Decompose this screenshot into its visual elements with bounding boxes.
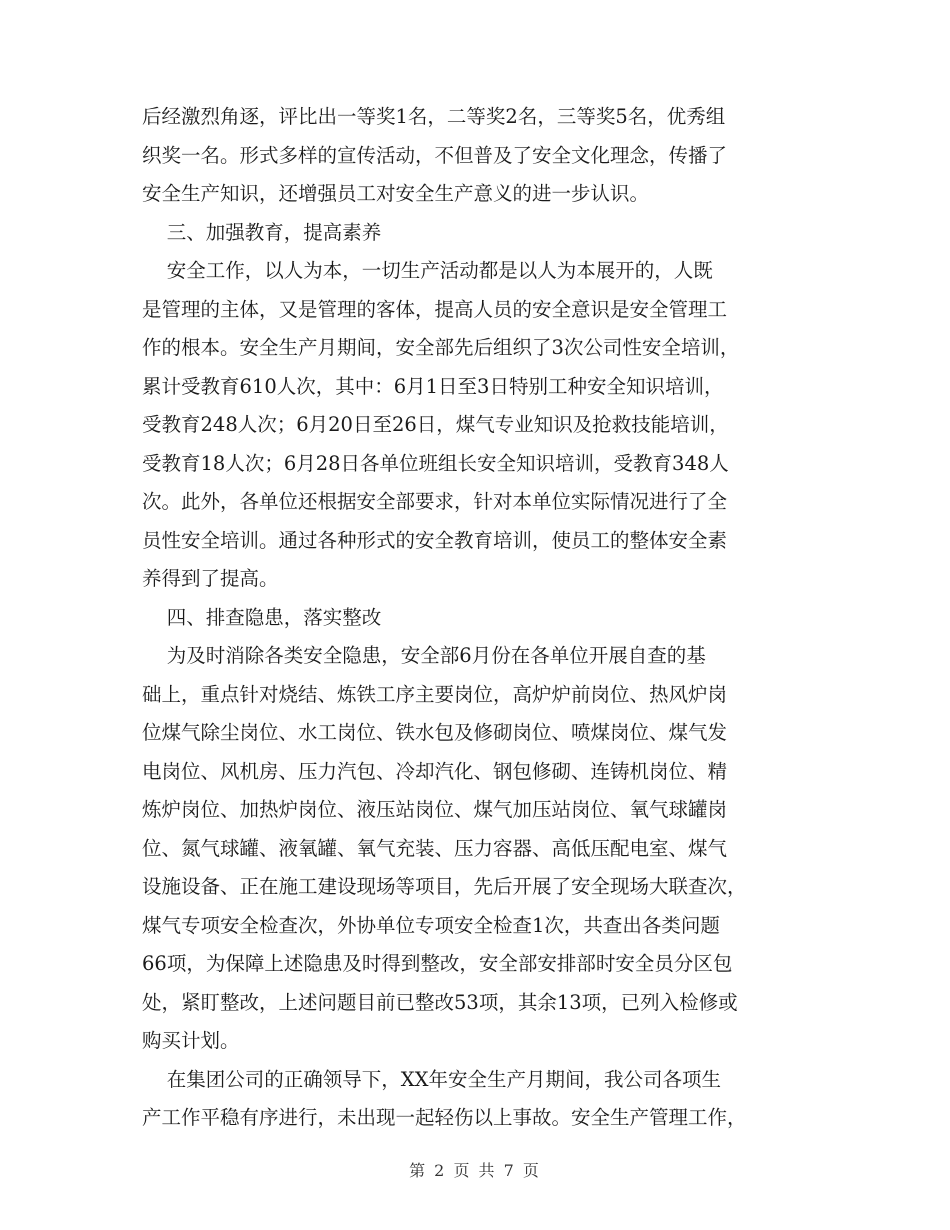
text-line: 受教育18人次；6月28日各单位班组长安全知识培训，受教育348人: [142, 451, 729, 475]
text-line: 电岗位、风机房、压力汽包、冷却汽化、钢包修砌、连铸机岗位、精: [142, 759, 728, 783]
text-line: 础上，重点针对烧结、炼铁工序主要岗位，高炉炉前岗位、热风炉岗: [142, 682, 728, 706]
body-text: [142, 98, 812, 1138]
section-heading: 四、排查隐患，落实整改: [142, 605, 382, 629]
text-line: 为及时消除各类安全隐患，安全部6月份在各单位开展自查的基: [142, 644, 706, 667]
text-line: 养得到了提高。: [142, 567, 279, 590]
text-line: 产工作平稳有序进行，未出现一起轻伤以上事故。安全生产管理工作，: [142, 1106, 747, 1129]
text-line: 作的根本。安全生产月期间，安全部先后组织了3次公司性安全培训，: [142, 336, 740, 359]
text-line: 员性安全培训。通过各种形式的安全教育培训，使员工的整体安全素: [142, 528, 728, 552]
text-line: 安全工作，以人为本，一切生产活动都是以人为本展开的，人既: [142, 259, 713, 282]
text-line: 安全生产知识，还增强员工对安全生产意义的进一步认识。: [142, 182, 650, 205]
text-line: 次。此外，各单位还根据安全部要求，针对本单位实际情况进行了全: [142, 490, 728, 513]
section-heading: 三、加强教育，提高素养: [142, 220, 382, 244]
text-line: 受教育248人次；6月20日至26日，煤气专业知识及抢救技能培训，: [142, 413, 729, 436]
text-line: 66项，为保障上述隐患及时得到整改，安全部安排部时安全员分区包: [142, 952, 733, 975]
page-footer: 第 2 页 共 7 页: [409, 1161, 541, 1180]
text-line: 后经激烈角逐，评比出一等奖1名，二等奖2名，三等奖5名，优秀组: [142, 105, 726, 128]
text-line: 在集团公司的正确领导下，XX年安全生产月期间，我公司各项生: [142, 1067, 722, 1091]
text-line: 处，紧盯整改，上述问题目前已整改53项，其余13项，已列入检修或: [142, 990, 738, 1014]
text-line: 织奖一名。形式多样的宣传活动，不但普及了安全文化理念，传播了: [142, 143, 728, 167]
text-line: 购买计划。: [142, 1029, 240, 1052]
text-line: 累计受教育610人次，其中：6月1日至3日特别工种安全知识培训，: [142, 374, 724, 398]
text-line: 位、氮气球罐、液氧罐、氧气充装、压力容器、高低压配电室、煤气: [142, 836, 728, 860]
text-line: 是管理的主体，又是管理的客体，提高人员的安全意识是安全管理工: [142, 297, 728, 321]
text-line: 设施设备、正在施工建设现场等项目，先后开展了安全现场大联查次，: [142, 875, 747, 898]
text-line: 煤气专项安全检查次，外协单位专项安全检查1次，共查出各类问题: [142, 913, 720, 937]
text-line: 位煤气除尘岗位、水工岗位、铁水包及修砌岗位、喷煤岗位、煤气发: [142, 721, 728, 744]
text-line: 炼炉岗位、加热炉岗位、液压站岗位、煤气加压站岗位、氧气球罐岗: [142, 798, 728, 821]
